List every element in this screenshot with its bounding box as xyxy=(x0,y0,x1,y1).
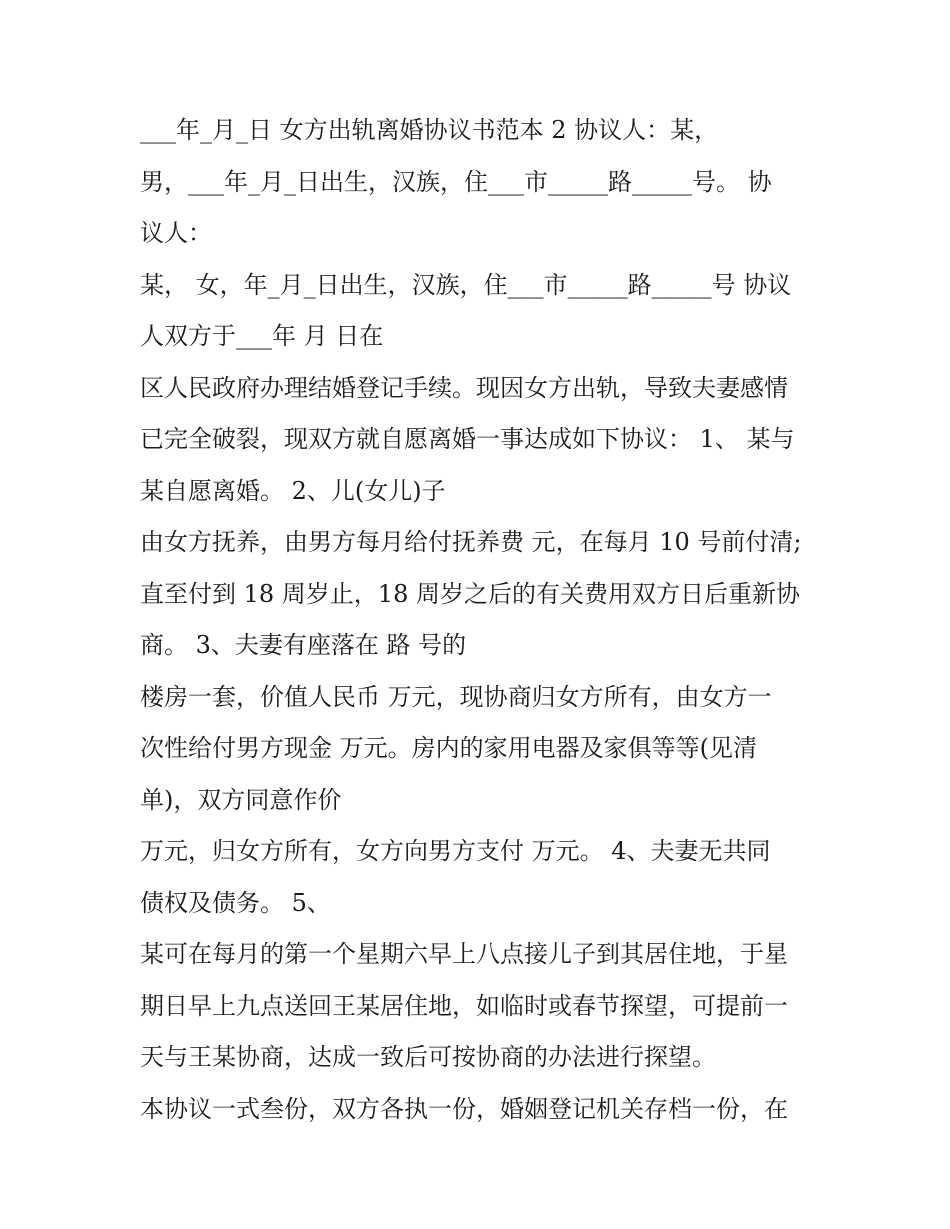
text-line: 万元，归女方所有，女方向男方支付 万元。 4、夫妻无共同 xyxy=(140,837,771,865)
text-line: 商。 3、夫妻有座落在 路 号的 xyxy=(140,631,467,659)
text-line: 某自愿离婚。 2、儿(女儿)子 xyxy=(140,476,446,505)
text-line: 由女方抚养，由男方每月给付抚养费 元，在每月 10 号前付清; xyxy=(140,528,802,556)
text-line: 已完全破裂，现双方就自愿离婚一事达成如下协议： 1、 某与 xyxy=(140,425,795,453)
text-line: 天与王某协商，达成一致后可按协商的办法进行探望。 xyxy=(140,1043,716,1071)
document-body xyxy=(140,110,830,1140)
text-line: 单)，双方同意作价 xyxy=(140,785,342,814)
text-line: 本协议一式叁份，双方各执一份，婚姻登记机关存档一份，在 xyxy=(140,1094,788,1123)
text-line: 人双方于___年 月 日在 xyxy=(140,322,384,350)
text-line: 某可在每月的第一个星期六早上八点接儿子到其居住地，于星 xyxy=(140,940,788,968)
text-line: 男，___年_月_日出生，汉族，住___市_____路_____号。 协 xyxy=(140,167,772,196)
text-line: 期日早上九点送回王某居住地，如临时或春节探望，可提前一 xyxy=(140,991,788,1020)
text-line: 区人民政府办理结婚登记手续。现因女方出轨，导致夫妻感情 xyxy=(140,373,788,402)
text-line: 楼房一套，价值人民币 万元，现协商归女方所有，由女方一 xyxy=(140,682,772,711)
text-line: 某， 女，年_月_日出生，汉族，住___市_____路_____号 协议 xyxy=(140,270,792,299)
text-line: ___年_月_日 女方出轨离婚协议书范本 2 协议人：某， xyxy=(140,116,719,144)
text-line: 债权及债务。 5、 xyxy=(140,888,331,917)
text-line: 直至付到 18 周岁止，18 周岁之后的有关费用双方日后重新协 xyxy=(140,579,800,608)
text-line: 次性给付男方现金 万元。房内的家用电器及家俱等等(见清 xyxy=(140,734,757,762)
text-line: 议人： xyxy=(140,219,212,247)
